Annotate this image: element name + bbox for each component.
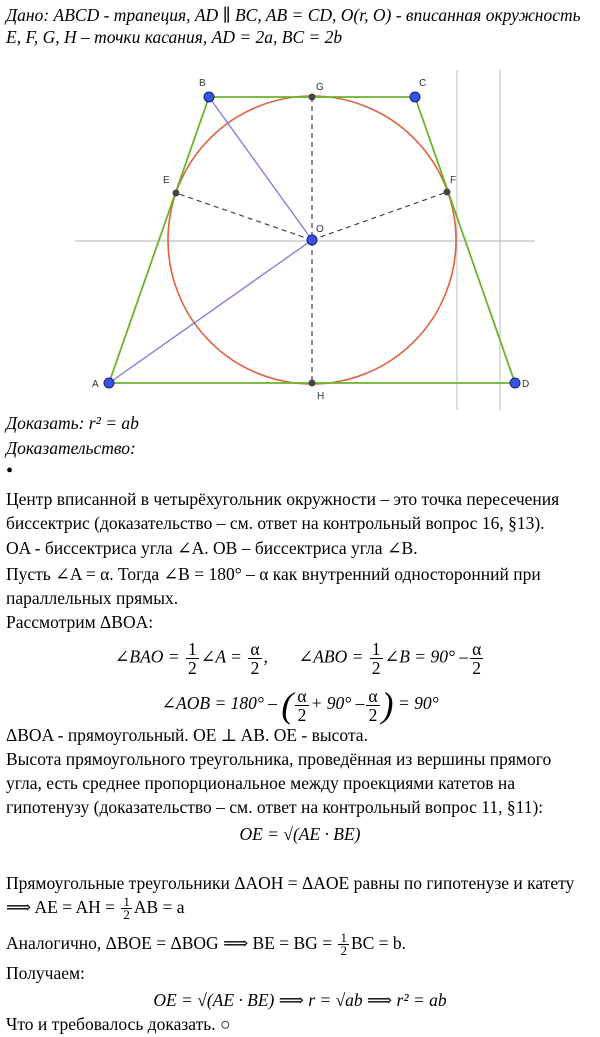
equation-oe: OE = √(AE · BE) [239,824,361,844]
trapezoid-figure [0,50,600,410]
proof-line-12: ⟹ AE = AH = $\frac{1}{2}$ AB = a [6,894,185,923]
proof-line-3: OA - биссектриса угла ∠A. OB – биссектриса угла ∠B. [6,538,418,558]
proof-line-6: Рассмотрим ΔBOA: [6,612,154,632]
given-line-2: E, F, G, H – точки касания, AD = 2a, BC = 2b [6,27,343,47]
point-f [444,189,451,196]
equation-angle-aob: ∠AOB = 180° – ( $\frac{\alpha}{2}$ + 90° – $\frac{\alpha}{2}$ ) = 90° [161,685,439,725]
proof-line-5: параллельных прямых. [6,588,179,608]
proof-line-1: Центр вписанной в четырёхугольник окружности – это точка пересечения [6,489,560,509]
proof-line-14: Получаем: [6,963,85,983]
proof-line-2: биссектрис (доказательство – см. ответ на контрольный вопрос 16, §13). [6,513,545,533]
label-f: F [450,175,457,186]
label-b: B [199,78,206,89]
point-c [410,92,420,102]
point-g [309,94,316,101]
proof-line-13: Аналогично, ΔBOE = ΔBOG ⟹ BE = BG = $\frac{1}{2}$ BC = b. [6,930,407,959]
segment-ob [209,97,312,240]
proof-line-7: ΔBOA - прямоугольный. OE ⊥ AB. OE - высота. [6,725,368,745]
dashed-of [312,192,447,240]
bullet: • [6,460,14,482]
point-b [204,92,214,102]
proof-line-10: гипотенузу (доказательство – см. ответ на контрольный вопрос 11, §11): [6,797,544,817]
label-c: C [419,78,427,89]
proof-label: Доказательство: [6,438,136,458]
segment-oa [109,240,312,383]
proof-conclusion: Что и требовалось доказать. ○ [6,1014,231,1034]
proof-line-4: Пусть ∠A = α. Тогда ∠B = 180° – α как внутренний односторонний при [6,564,541,584]
point-a [104,378,114,388]
label-a: A [92,379,99,390]
label-g: G [316,82,324,93]
label-d: D [522,379,530,390]
dashed-oe [176,193,312,240]
proof-line-11: Прямоугольные треугольники ΔAOH = ΔAOE равны по гипотенузе и катету [6,873,575,893]
label-o: O [316,224,324,235]
point-o [307,235,317,245]
prove-statement: Доказать: r² = ab [6,413,139,433]
proof-line-9: угла, есть среднее пропорциональное между проекциями катетов на [6,773,515,793]
equation-angles-1: ∠BAO = $\frac{1}{2}$ ∠A = $\frac{\alpha}{2}$ , ∠ABO = $\frac{1}{2}$ ∠B = 90° – $\frac{\alpha}{2}$ [114,639,482,678]
given-line-1: Дано: ABCD - трапеция, AD ∥ BC, AB = CD, O(r, O) - вписанная окружность [6,5,581,25]
point-e [173,190,180,197]
equation-final: OE = √(AE · BE) ⟹ r = √ab ⟹ r² = ab [153,990,447,1010]
point-d [510,378,520,388]
label-e: E [163,175,170,186]
label-h: H [317,391,325,402]
point-h [309,380,316,387]
proof-line-8: Высота прямоугольного треугольника, проведённая из вершины прямого [6,749,552,769]
